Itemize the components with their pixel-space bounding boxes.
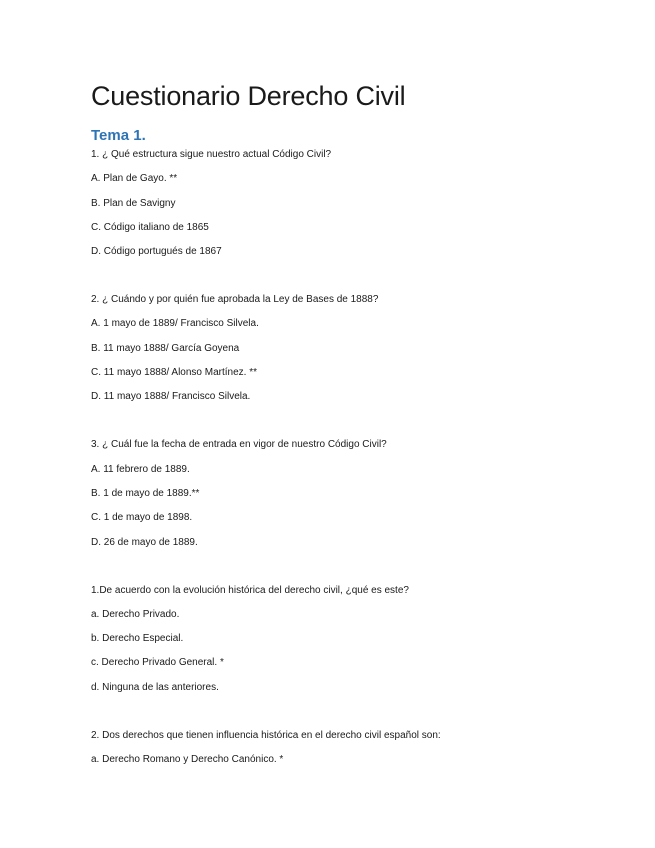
question-text: 1. ¿ Qué estructura sigue nuestro actual Código Civil? xyxy=(91,149,332,160)
answer-option: b. Derecho Especial. xyxy=(91,633,184,645)
answer-option: B. 11 mayo 1888/ García Goyena xyxy=(91,342,240,354)
question-block xyxy=(91,584,611,694)
question-block xyxy=(91,729,611,766)
question-block xyxy=(91,148,611,258)
answer-option: d. Ninguna de las anteriores. xyxy=(91,681,219,693)
answer-option: A. 1 mayo de 1889/ Francisco Silvela. xyxy=(91,318,259,330)
answer-option: A. 11 febrero de 1889. xyxy=(91,463,190,475)
answer-option: D. Código portugués de 1867 xyxy=(91,246,222,258)
question-text: 1.De acuerdo con la evolución histórica del derecho civil, ¿qué es este? xyxy=(91,584,409,596)
answer-option: c. Derecho Privado General. * xyxy=(91,657,224,669)
answer-option: B. 1 de mayo de 1889.** xyxy=(91,487,200,499)
question-block xyxy=(91,293,611,403)
answer-option: D. 11 mayo 1888/ Francisco Silvela. xyxy=(91,391,251,403)
section-heading: Tema 1. xyxy=(91,127,146,144)
document-title: Cuestionario Derecho Civil xyxy=(91,81,406,111)
question-text: 2. ¿ Cuándo y por quién fue aprobada la Ley de Bases de 1888? xyxy=(91,294,379,306)
answer-option: A. Plan de Gayo. ** xyxy=(91,173,178,185)
answer-option: C. Código italiano de 1865 xyxy=(91,221,209,233)
answer-option: B. Plan de Savigny xyxy=(91,197,176,209)
answer-option: a. Derecho Romano y Derecho Canónico. * xyxy=(91,754,284,766)
answer-option: C. 1 de mayo de 1898. xyxy=(91,512,193,524)
document-page xyxy=(91,78,611,766)
question-text: 3. ¿ Cuál fue la fecha de entrada en vigor de nuestro Código Civil? xyxy=(91,439,387,451)
question-text: 2. Dos derechos que tienen influencia histórica en el derecho civil español son: xyxy=(91,729,441,741)
answer-option: a. Derecho Privado. xyxy=(91,608,180,620)
answer-option: D. 26 de mayo de 1889. xyxy=(91,536,198,548)
question-block xyxy=(91,438,611,548)
answer-option: C. 11 mayo 1888/ Alonso Martínez. ** xyxy=(91,367,258,379)
